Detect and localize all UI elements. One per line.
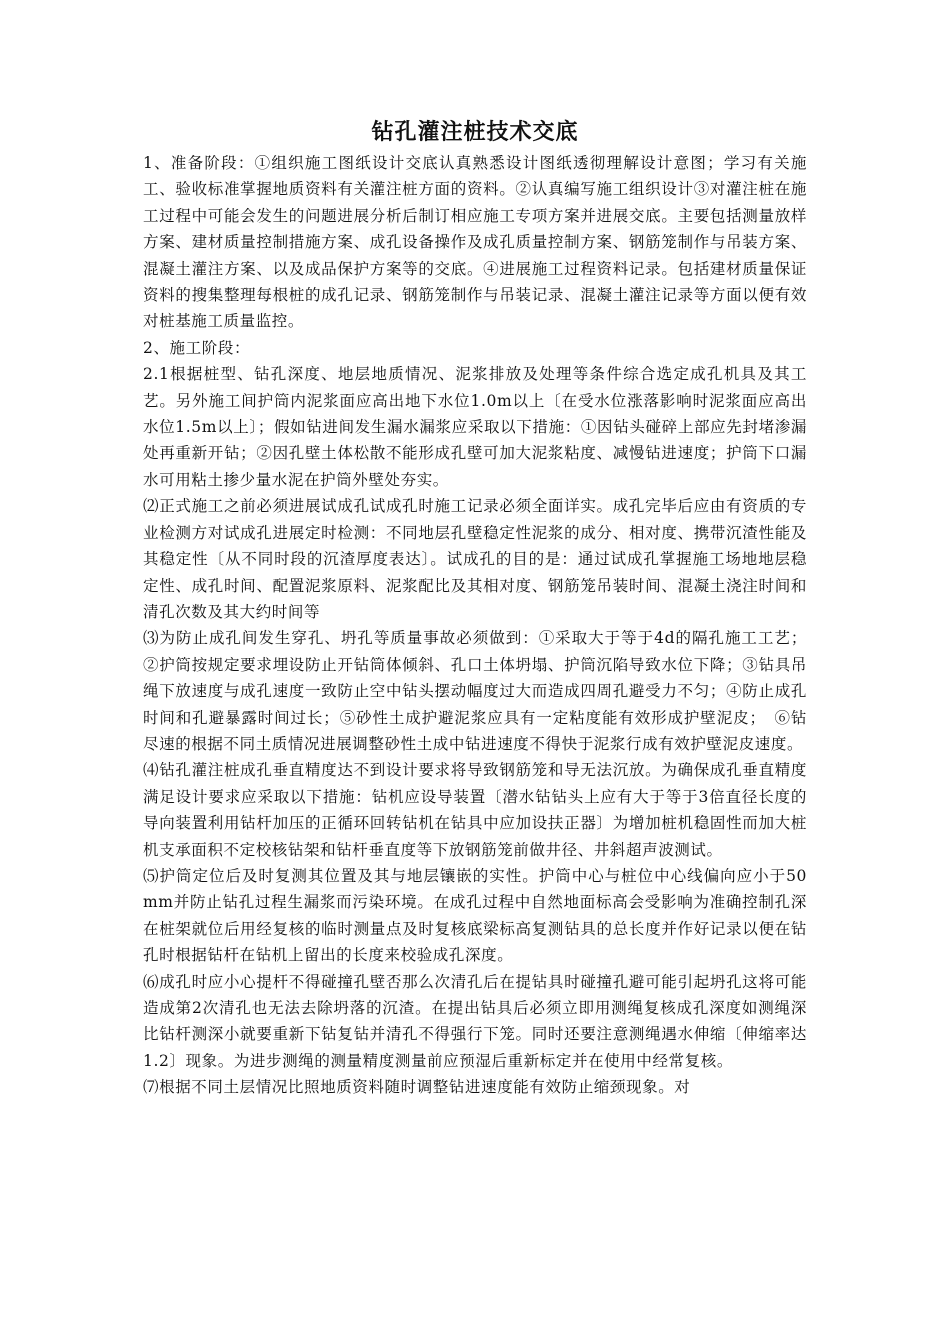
paragraph-construction-stage-heading: 2、施工阶段： <box>143 338 251 357</box>
document-title: 钻孔灌注桩技术交底 <box>371 120 579 145</box>
paragraph-2-1: 2.1根据桩型、钻孔深度、地层地质情况、泥浆排放及处理等条件综合选定成孔机具及其工艺。另外施工间护筒内泥浆面应高出地下水位1.0m以上〔在受水位涨落影响时泥浆面应高出水位1.5m以上〕；假如钻进间发生漏水漏浆应采取以下措施：①因钻头碰碎上部应先封堵渗漏处再重新开钻；②因孔壁土体松散不能形成孔壁可加大泥浆粘度、减慢钻进速度；护筒下口漏水可用粘土掺少量水泥在护筒外壁处夯实。 <box>143 365 807 489</box>
paragraph-item-4: ⑷钻孔灌注桩成孔垂直精度达不到设计要求将导致钢筋笼和导无法沉放。为确保成孔垂直精度满足设计要求应采取以下措施：钻机应设导装置〔潜水钻钻头上应有大于等于3倍直径长度的导向装置利用钻杆加压的正循环回转钻机在钻具中应加设扶正器〕为增加桩机稳固性而加大桩机支承面积不定校核钻架和钻杆垂直度等下放钢筋笼前做井径、井斜超声波测试。 <box>143 761 807 859</box>
paragraph-item-3: ⑶为防止成孔间发生穿孔、坍孔等质量事故必须做到：①采取大于等于4d的隔孔施工工艺；②护筒按规定要求埋设防止开钻筒体倾斜、孔口土体坍塌、护筒沉陷导致水位下降；③钻具吊绳下放速度与成孔速度一致防止空中钻头摆动幅度过大而造成四周孔避受力不匀；④防止成孔时间和孔避暴露时间过长；⑤砂性土成护避泥浆应具有一定粘度能有效形成护壁泥皮； ⑥钻尽速的根据不同土质情况进展调整砂性土成中钻进速度不得快于泥浆行成有效护壁泥皮速度。 <box>143 629 807 753</box>
document-body <box>143 118 807 1101</box>
paragraph-item-2: ⑵正式施工之前必须进展试成孔试成孔时施工记录必须全面详实。成孔完毕后应由有资质的专业检测方对试成孔进展定时检测：不同地层孔壁稳定性泥浆的成分、相对度、携带沉渣性能及其稳定性〔从不同时段的沉渣厚度表达〕。试成孔的目的是：通过试成孔掌握施工场地地层稳定性、成孔时间、配置泥浆原料、泥浆配比及其相对度、钢筋笼吊装时间、混凝土浇注时间和清孔次数及其大约时间等 <box>143 497 807 621</box>
paragraph-item-7: ⑺根据不同土层情况比照地质资料随时调整钻进速度能有效防止缩颈现象。对 <box>143 1078 691 1097</box>
paragraph-item-6: ⑹成孔时应小心提杆不得碰撞孔壁否那么次清孔后在提钻具时碰撞孔避可能引起坍孔这将可能造成第2次清孔也无法去除坍落的沉渣。在提出钻具后必须立即用测绳复核成孔深度如测绳深比钻杆测深小就要重新下钻复钻并清孔不得强行下笼。同时还要注意测绳遇水伸缩〔伸缩率达1.2〕现象。为进步测绳的测量精度测量前应预湿后重新标定并在使用中经常复核。 <box>143 972 807 1070</box>
paragraph-preparation-stage: 1、准备阶段：①组织施工图纸设计交底认真熟悉设计图纸透彻理解设计意图；学习有关施工、验收标准掌握地质资料有关灌注桩方面的资料。②认真编写施工组织设计③对灌注桩在施工过程中可能会发生的问题进展分析后制订相应施工专项方案并进展交底。主要包括测量放样方案、建材质量控制措施方案、成孔设备操作及成孔质量控制方案、钢筋笼制作与吊装方案、混凝土灌注方案、以及成品保护方案等的交底。④进展施工过程资料记录。包括建材质量保证资料的搜集整理每根桩的成孔记录、钢筋笼制作与吊装记录、混凝土灌注记录等方面以便有效对桩基施工质量监控。 <box>143 154 807 331</box>
paragraph-item-5: ⑸护筒定位后及时复测其位置及其与地层镶嵌的实性。护筒中心与桩位中心线偏向应小于50mm并防止钻孔过程生漏浆而污染环境。在成孔过程中自然地面标高会受影响为准确控制孔深在桩架就位后用经复核的临时测量点及时复核底梁标高复测钻具的总长度并作好记录以便在钻孔时根据钻杆在钻机上留出的长度来校验成孔深度。 <box>143 866 807 965</box>
